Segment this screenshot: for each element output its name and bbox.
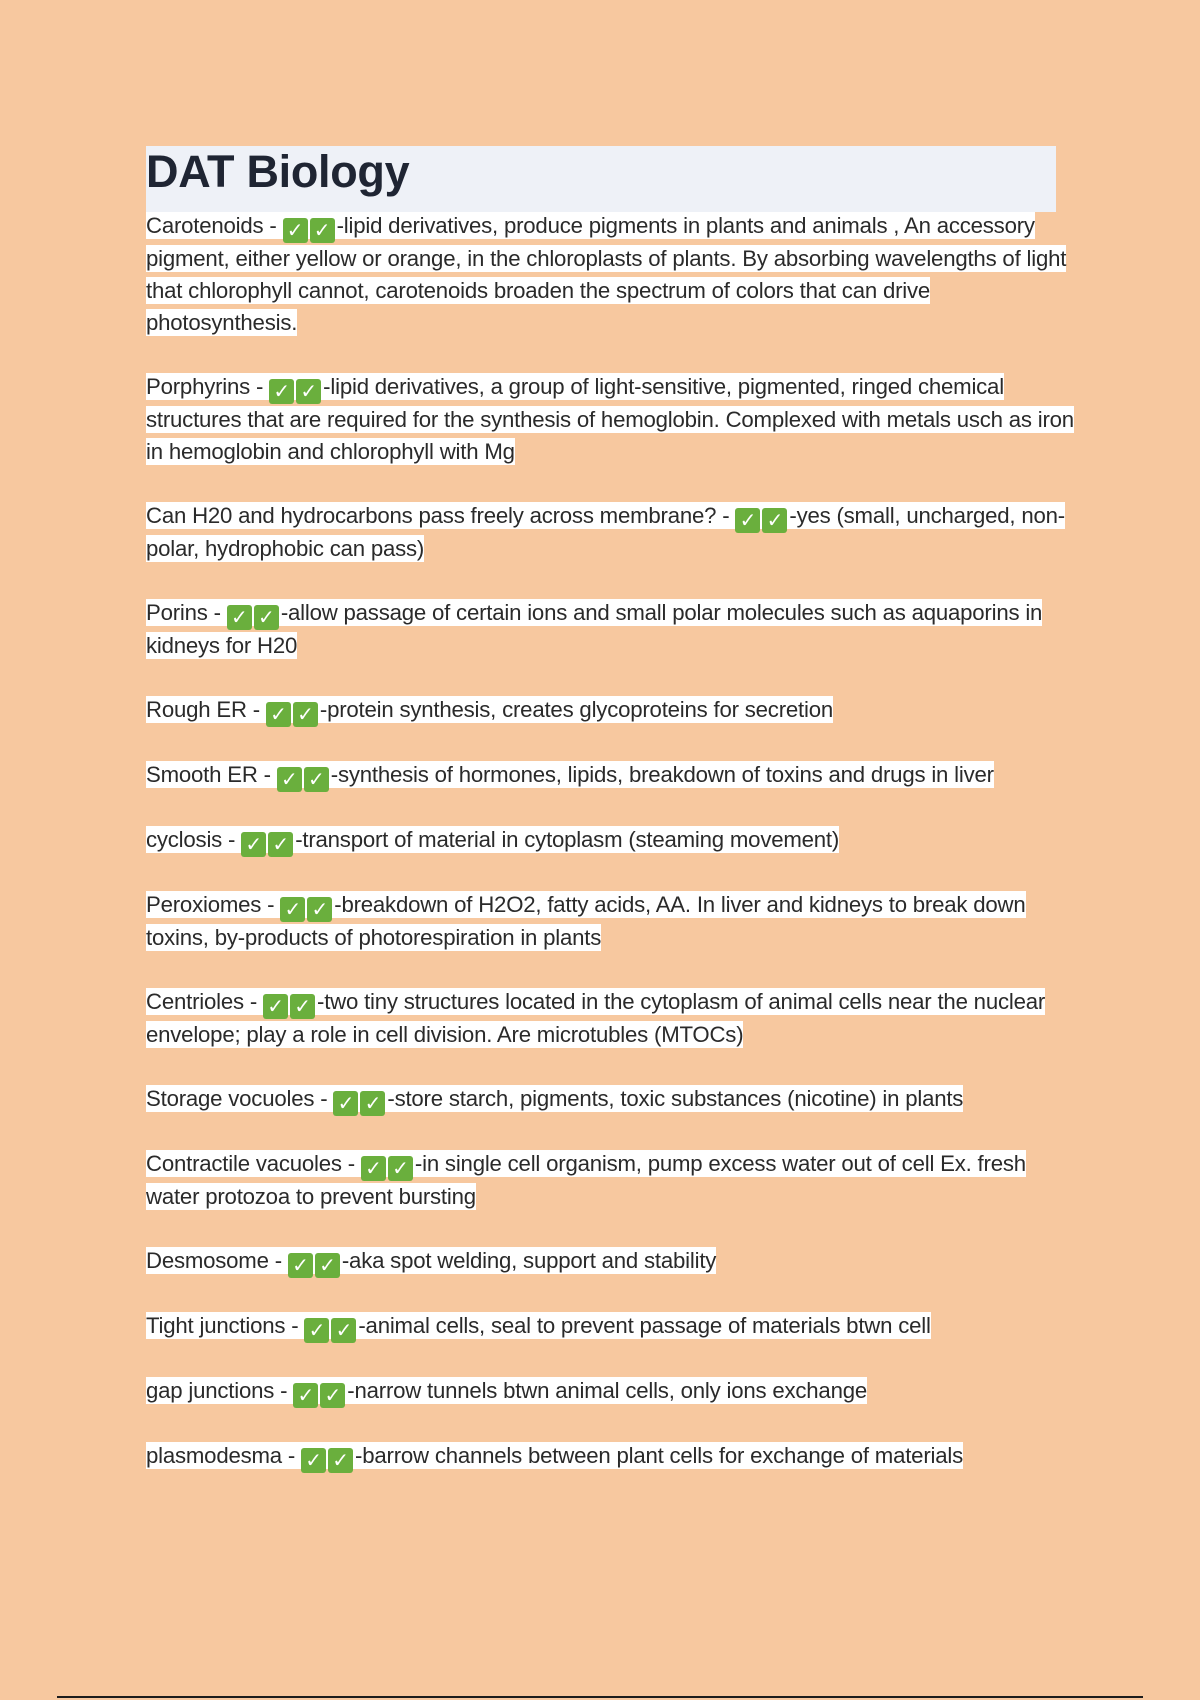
- entry-term: Smooth ER -: [146, 762, 277, 787]
- check-icon: ✓: [735, 508, 760, 533]
- check-icon: ✓: [328, 1448, 353, 1473]
- entry-term: Can H20 and hydrocarbons pass freely across membrane? -: [146, 503, 736, 528]
- check-icon: ✓: [269, 379, 294, 404]
- check-icon: ✓: [266, 702, 291, 727]
- check-icon: ✓: [290, 994, 315, 1019]
- flashcard-entry: [146, 1245, 1076, 1278]
- entry-definition: -lipid derivatives, produce pigments in plants and animals , An accessory pigment, either yellow or orange, in the chloroplasts of plants. By absorbing wavelengths of light that chlorophyll cannot, carotenoids broaden the spectrum of colors that can drive photosynthesis.: [146, 213, 1067, 335]
- flashcard-entry: [146, 1083, 1076, 1116]
- flashcard-entry: [146, 889, 1076, 954]
- entry-definition: -animal cells, seal to prevent passage of materials btwn cell: [358, 1313, 931, 1338]
- entry-definition: -in single cell organism, pump excess water out of cell Ex. fresh water protozoa to prevent bursting: [146, 1151, 1026, 1209]
- flashcard-entry: [146, 1375, 1076, 1408]
- check-icon: ✓: [307, 897, 332, 922]
- entry-term: Contractile vacuoles -: [146, 1151, 361, 1176]
- entry-term: gap junctions -: [146, 1378, 294, 1403]
- entry-definition: -two tiny structures located in the cytoplasm of animal cells near the nuclear envelope; play a role in cell division. Are microtubles (MTOCs): [146, 989, 1046, 1047]
- entry-term: Porins -: [146, 600, 227, 625]
- entry-definition: -breakdown of H2O2, fatty acids, AA. In liver and kidneys to break down toxins, by-products of photorespiration in plants: [146, 892, 1026, 950]
- flashcard-entry: [146, 759, 1076, 792]
- check-icon: ✓: [277, 767, 302, 792]
- check-icon: ✓: [304, 767, 329, 792]
- check-icon: ✓: [331, 1318, 356, 1343]
- entry-term: Centrioles -: [146, 989, 264, 1014]
- check-icon: ✓: [310, 218, 335, 243]
- flashcard-entry: [146, 210, 1076, 339]
- flashcard-list: [146, 210, 1076, 1505]
- entry-definition: -allow passage of certain ions and small polar molecules such as aquaporins in kidneys for H20: [146, 600, 1043, 658]
- flashcard-entry: [146, 597, 1076, 662]
- check-icon: ✓: [263, 994, 288, 1019]
- check-icon: ✓: [762, 508, 787, 533]
- check-icon: ✓: [254, 605, 279, 630]
- check-icon: ✓: [315, 1253, 340, 1278]
- check-icon: ✓: [388, 1156, 413, 1181]
- entry-definition: -store starch, pigments, toxic substances (nicotine) in plants: [387, 1086, 964, 1111]
- check-icon: ✓: [280, 897, 305, 922]
- entry-term: Storage vocuoles -: [146, 1086, 334, 1111]
- entry-definition: -lipid derivatives, a group of light-sensitive, pigmented, ringed chemical structures that are required for the synthesis of hemoglobin. Complexed with metals usch as iron in hemoglobin and chlorophyll with Mg: [146, 374, 1074, 464]
- flashcard-entry: [146, 1310, 1076, 1343]
- page-bottom-rule: [57, 1696, 1143, 1698]
- check-icon: ✓: [288, 1253, 313, 1278]
- entry-definition: -yes (small, uncharged, non-polar, hydrophobic can pass): [146, 503, 1065, 561]
- entry-term: Porphyrins -: [146, 374, 270, 399]
- check-icon: ✓: [293, 1383, 318, 1408]
- entry-term: Rough ER -: [146, 697, 266, 722]
- check-icon: ✓: [241, 832, 266, 857]
- check-icon: ✓: [296, 379, 321, 404]
- entry-term: Tight junctions -: [146, 1313, 305, 1338]
- check-icon: ✓: [283, 218, 308, 243]
- check-icon: ✓: [333, 1091, 358, 1116]
- entry-definition: -synthesis of hormones, lipids, breakdown of toxins and drugs in liver: [330, 762, 994, 787]
- entry-definition: -protein synthesis, creates glycoproteins for secretion: [319, 697, 834, 722]
- flashcard-entry: [146, 1440, 1076, 1473]
- check-icon: ✓: [268, 832, 293, 857]
- entry-definition: -transport of material in cytoplasm (steaming movement): [295, 827, 840, 852]
- check-icon: ✓: [301, 1448, 326, 1473]
- flashcard-entry: [146, 824, 1076, 857]
- check-icon: ✓: [227, 605, 252, 630]
- flashcard-entry: [146, 1148, 1076, 1213]
- check-icon: ✓: [360, 1091, 385, 1116]
- entry-term: Desmosome -: [146, 1248, 288, 1273]
- entry-term: plasmodesma -: [146, 1443, 302, 1468]
- entry-definition: -aka spot welding, support and stability: [341, 1248, 717, 1273]
- check-icon: ✓: [293, 702, 318, 727]
- entry-term: Carotenoids -: [146, 213, 283, 238]
- document-title: DAT Biology: [146, 146, 410, 197]
- check-icon: ✓: [320, 1383, 345, 1408]
- entry-term: Peroxiomes -: [146, 892, 281, 917]
- flashcard-entry: [146, 694, 1076, 727]
- entry-term: cyclosis -: [146, 827, 242, 852]
- flashcard-entry: [146, 986, 1076, 1051]
- check-icon: ✓: [361, 1156, 386, 1181]
- entry-definition: -narrow tunnels btwn animal cells, only ions exchange: [347, 1378, 867, 1403]
- entry-definition: -barrow channels between plant cells for exchange of materials: [355, 1443, 963, 1468]
- check-icon: ✓: [304, 1318, 329, 1343]
- flashcard-entry: [146, 500, 1076, 565]
- flashcard-entry: [146, 371, 1076, 468]
